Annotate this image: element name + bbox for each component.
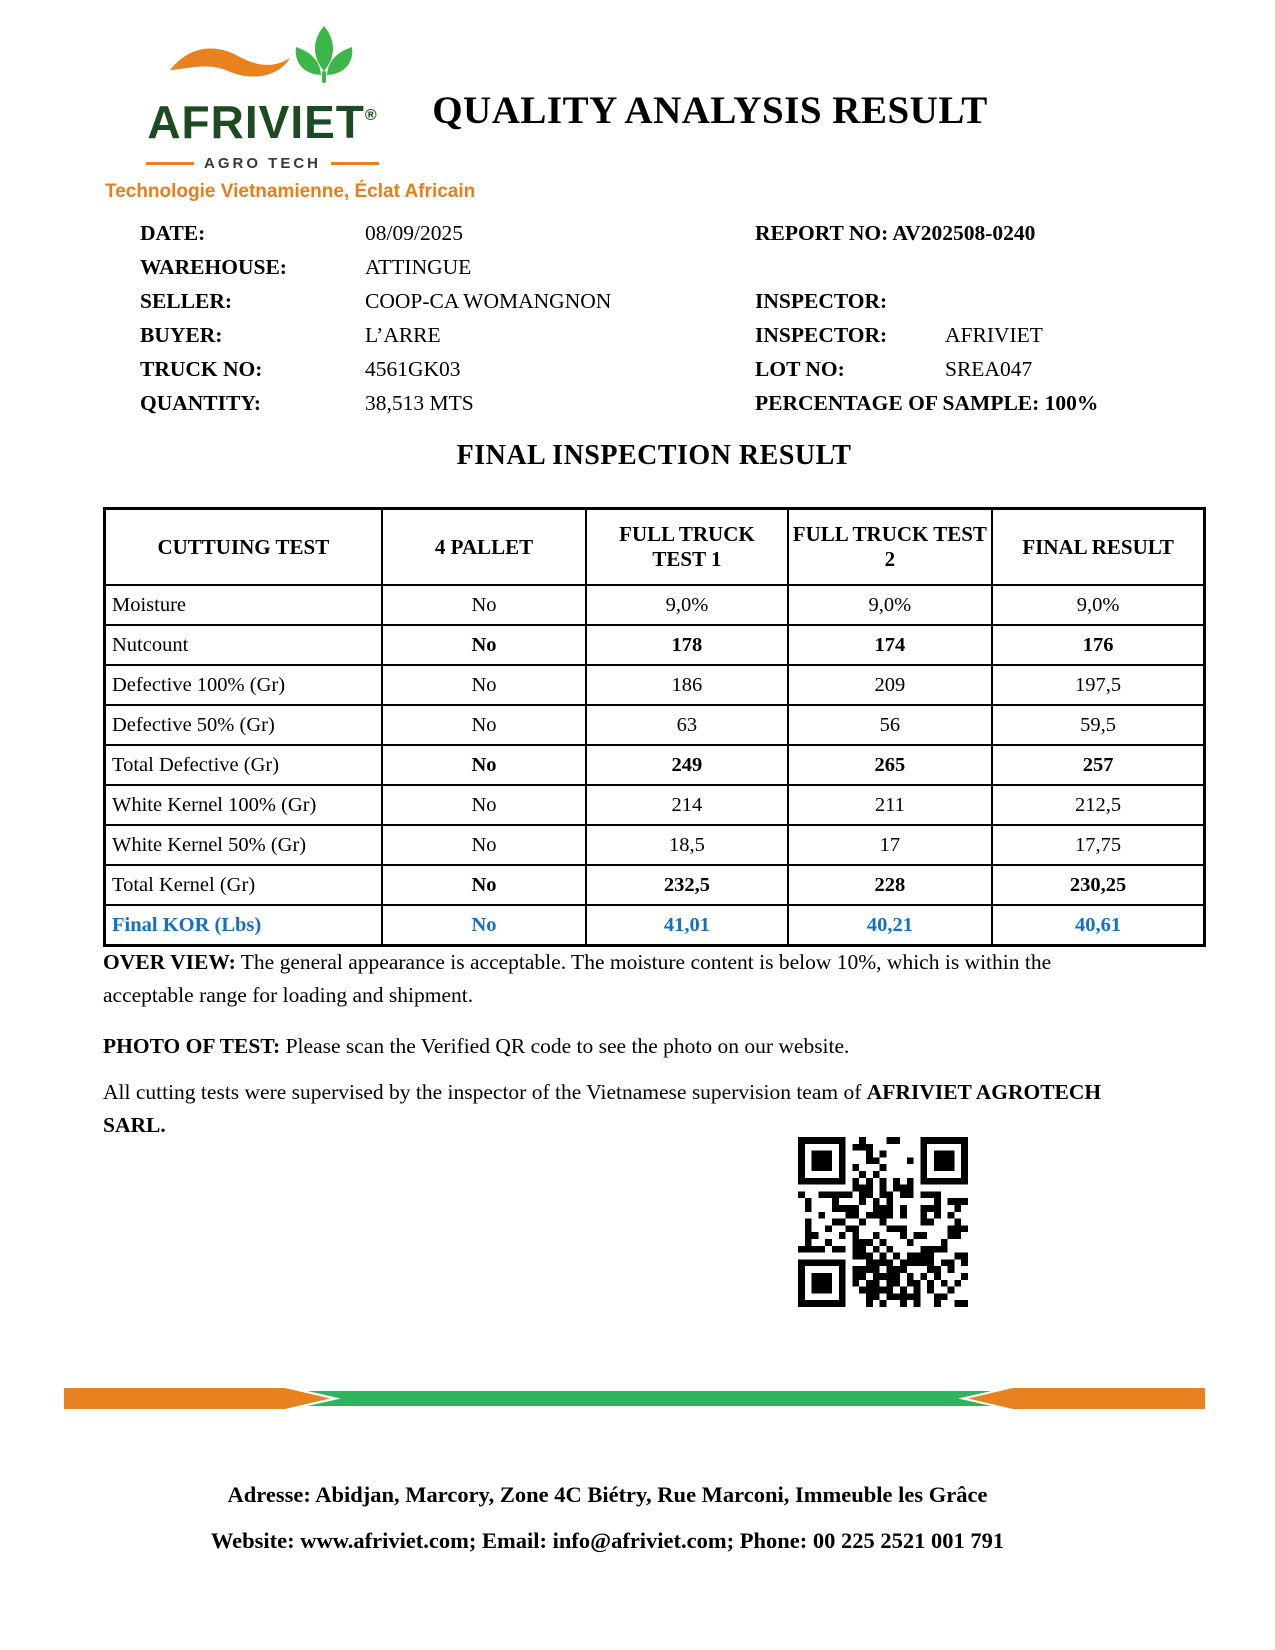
info-left-column [140, 216, 740, 420]
table-cell: White Kernel 50% (Gr) [105, 825, 382, 865]
table-cell: 228 [788, 865, 993, 905]
supervision-company: AFRIVIET AGROTECH SARL. [103, 1080, 1102, 1138]
section-title: FINAL INSPECTION RESULT [456, 440, 852, 471]
right-dash [331, 162, 379, 165]
info-row-percentage [755, 386, 1235, 420]
info-label: PERCENTAGE OF SAMPLE: 100% [755, 391, 1099, 415]
info-row-buyer [140, 318, 740, 352]
table-cell: 40,61 [992, 905, 1204, 946]
info-row-truck-no [140, 352, 740, 386]
info-label: INSPECTOR: [755, 289, 888, 313]
agro-tech-row [105, 155, 420, 172]
info-row-warehouse [140, 250, 740, 284]
overview-text [103, 946, 1088, 1013]
supervision-body: All cutting tests were supervised by the inspector of the Vietnamese supervision team of [103, 1080, 867, 1104]
table-header-cell: 4 PALLET [382, 509, 587, 586]
table-cell: No [382, 665, 587, 705]
info-right-column [755, 216, 1235, 420]
info-label [755, 250, 945, 284]
table-cell: No [382, 825, 587, 865]
table-cell: 18,5 [586, 825, 787, 865]
table-cell: 176 [992, 625, 1204, 665]
table-cell: 178 [586, 625, 787, 665]
qr-code [798, 1137, 968, 1307]
table-row [105, 785, 1205, 825]
table-cell: 209 [788, 665, 993, 705]
swoosh-icon [170, 49, 290, 77]
table-cell: No [382, 705, 587, 745]
supervision-text [103, 1076, 1113, 1143]
overview-label: OVER VIEW: [103, 950, 236, 974]
table-cell: 40,21 [788, 905, 993, 946]
info-row-inspector-2 [755, 318, 1235, 352]
photo-body: Please scan the Verified QR code to see the photo on our website. [280, 1034, 850, 1058]
table-cell: 214 [586, 785, 787, 825]
table-cell: No [382, 585, 587, 625]
table-row [105, 825, 1205, 865]
page-title: QUALITY ANALYSIS RESULT [432, 89, 988, 132]
table-cell: 211 [788, 785, 993, 825]
info-label: DATE: [140, 221, 206, 245]
table-cell: 265 [788, 745, 993, 785]
info-label: LOT NO: [755, 357, 845, 381]
photo-label: PHOTO OF TEST: [103, 1034, 281, 1058]
table-cell: 41,01 [586, 905, 787, 946]
info-row-report-no [755, 216, 1235, 250]
info-value: COOP-CA WOMANGNON [365, 289, 612, 313]
leaf-cluster-icon [295, 26, 352, 83]
info-value: 38,513 MTS [365, 391, 474, 415]
info-value: 4561GK03 [365, 357, 461, 381]
table-row [105, 865, 1205, 905]
table-row [105, 745, 1205, 785]
table-cell: 17 [788, 825, 993, 865]
info-row-quantity [140, 386, 740, 420]
table-cell: No [382, 625, 587, 665]
info-row-seller [140, 284, 740, 318]
agro-tech-label: AGRO TECH [204, 155, 321, 172]
table-header-cell: FULL TRUCK TEST 2 [788, 509, 993, 586]
table-cell: 186 [586, 665, 787, 705]
table-cell: No [382, 785, 587, 825]
table-cell: Defective 100% (Gr) [105, 665, 382, 705]
photo-of-test-text [103, 1030, 1163, 1063]
table-cell: 230,25 [992, 865, 1204, 905]
table-cell: 212,5 [992, 785, 1204, 825]
table-row [105, 705, 1205, 745]
info-label: INSPECTOR: [755, 323, 888, 347]
table-header-cell: FINAL RESULT [992, 509, 1204, 586]
table-cell: No [382, 905, 587, 946]
info-value: AFRIVIET [945, 323, 1043, 347]
table-row [105, 625, 1205, 665]
table-cell: 59,5 [992, 705, 1204, 745]
ribbon-left-arrow-icon [64, 1388, 330, 1409]
table-row [105, 905, 1205, 946]
table-cell: 9,0% [586, 585, 787, 625]
table-cell: Nutcount [105, 625, 382, 665]
registered-mark: ® [364, 107, 378, 124]
table-cell: 197,5 [992, 665, 1204, 705]
logo-graphic [168, 25, 358, 97]
divider-ribbon [64, 1388, 1205, 1409]
table-cell: 257 [992, 745, 1204, 785]
info-label: QUANTITY: [140, 391, 262, 415]
info-label: SELLER: [140, 289, 233, 313]
info-label: WAREHOUSE: [140, 255, 287, 279]
info-row-spacer [755, 250, 1235, 284]
table-header-row [105, 509, 1205, 586]
table-cell: Moisture [105, 585, 382, 625]
info-value: SREA047 [945, 357, 1033, 381]
info-label: TRUCK NO: [140, 357, 263, 381]
table-cell: 249 [586, 745, 787, 785]
table-cell: Total Defective (Gr) [105, 745, 382, 785]
info-row-date [140, 216, 740, 250]
table-cell: No [382, 745, 587, 785]
table-cell: No [382, 865, 587, 905]
info-label: BUYER: [140, 323, 223, 347]
ribbon-right-arrow-icon [968, 1388, 1205, 1409]
info-label: REPORT NO: AV202508-0240 [755, 221, 1036, 245]
table-header-cell: FULL TRUCK TEST 1 [586, 509, 787, 586]
table-cell: 174 [788, 625, 993, 665]
table-cell: Defective 50% (Gr) [105, 705, 382, 745]
info-row-inspector-1 [755, 284, 1235, 318]
table-row [105, 665, 1205, 705]
table-cell: 9,0% [788, 585, 993, 625]
footer-address: Adresse: Abidjan, Marcory, Zone 4C Biétry, Rue Marconi, Immeuble les Grâce [227, 1482, 988, 1507]
overview-body: The general appearance is acceptable. The moisture content is below 10%, which is within the acceptable range for loading and shipment. [103, 950, 1052, 1008]
footer-contact: Website: www.afriviet.com; Email: info@afriviet.com; Phone: 00 225 2521 001 791 [210, 1528, 1005, 1553]
info-value: 08/09/2025 [365, 221, 463, 245]
table-cell: 17,75 [992, 825, 1204, 865]
ribbon-green-band [294, 1391, 1005, 1406]
table-cell: Total Kernel (Gr) [105, 865, 382, 905]
table-row [105, 585, 1205, 625]
results-table [103, 507, 1206, 947]
info-value: L’ARRE [365, 323, 441, 347]
table-cell: 56 [788, 705, 993, 745]
table-cell: White Kernel 100% (Gr) [105, 785, 382, 825]
table-cell: 9,0% [992, 585, 1204, 625]
table-cell: Final KOR (Lbs) [105, 905, 382, 946]
left-dash [146, 162, 194, 165]
table-cell: 63 [586, 705, 787, 745]
info-value: ATTINGUE [365, 255, 472, 279]
brand-tagline: Technologie Vietnamienne, Éclat Africain [105, 181, 476, 202]
table-header-cell: CUTTUING TEST [105, 509, 382, 586]
info-row-lot-no [755, 352, 1235, 386]
brand-name: AFRIVIET® [147, 96, 378, 148]
table-cell: 232,5 [586, 865, 787, 905]
